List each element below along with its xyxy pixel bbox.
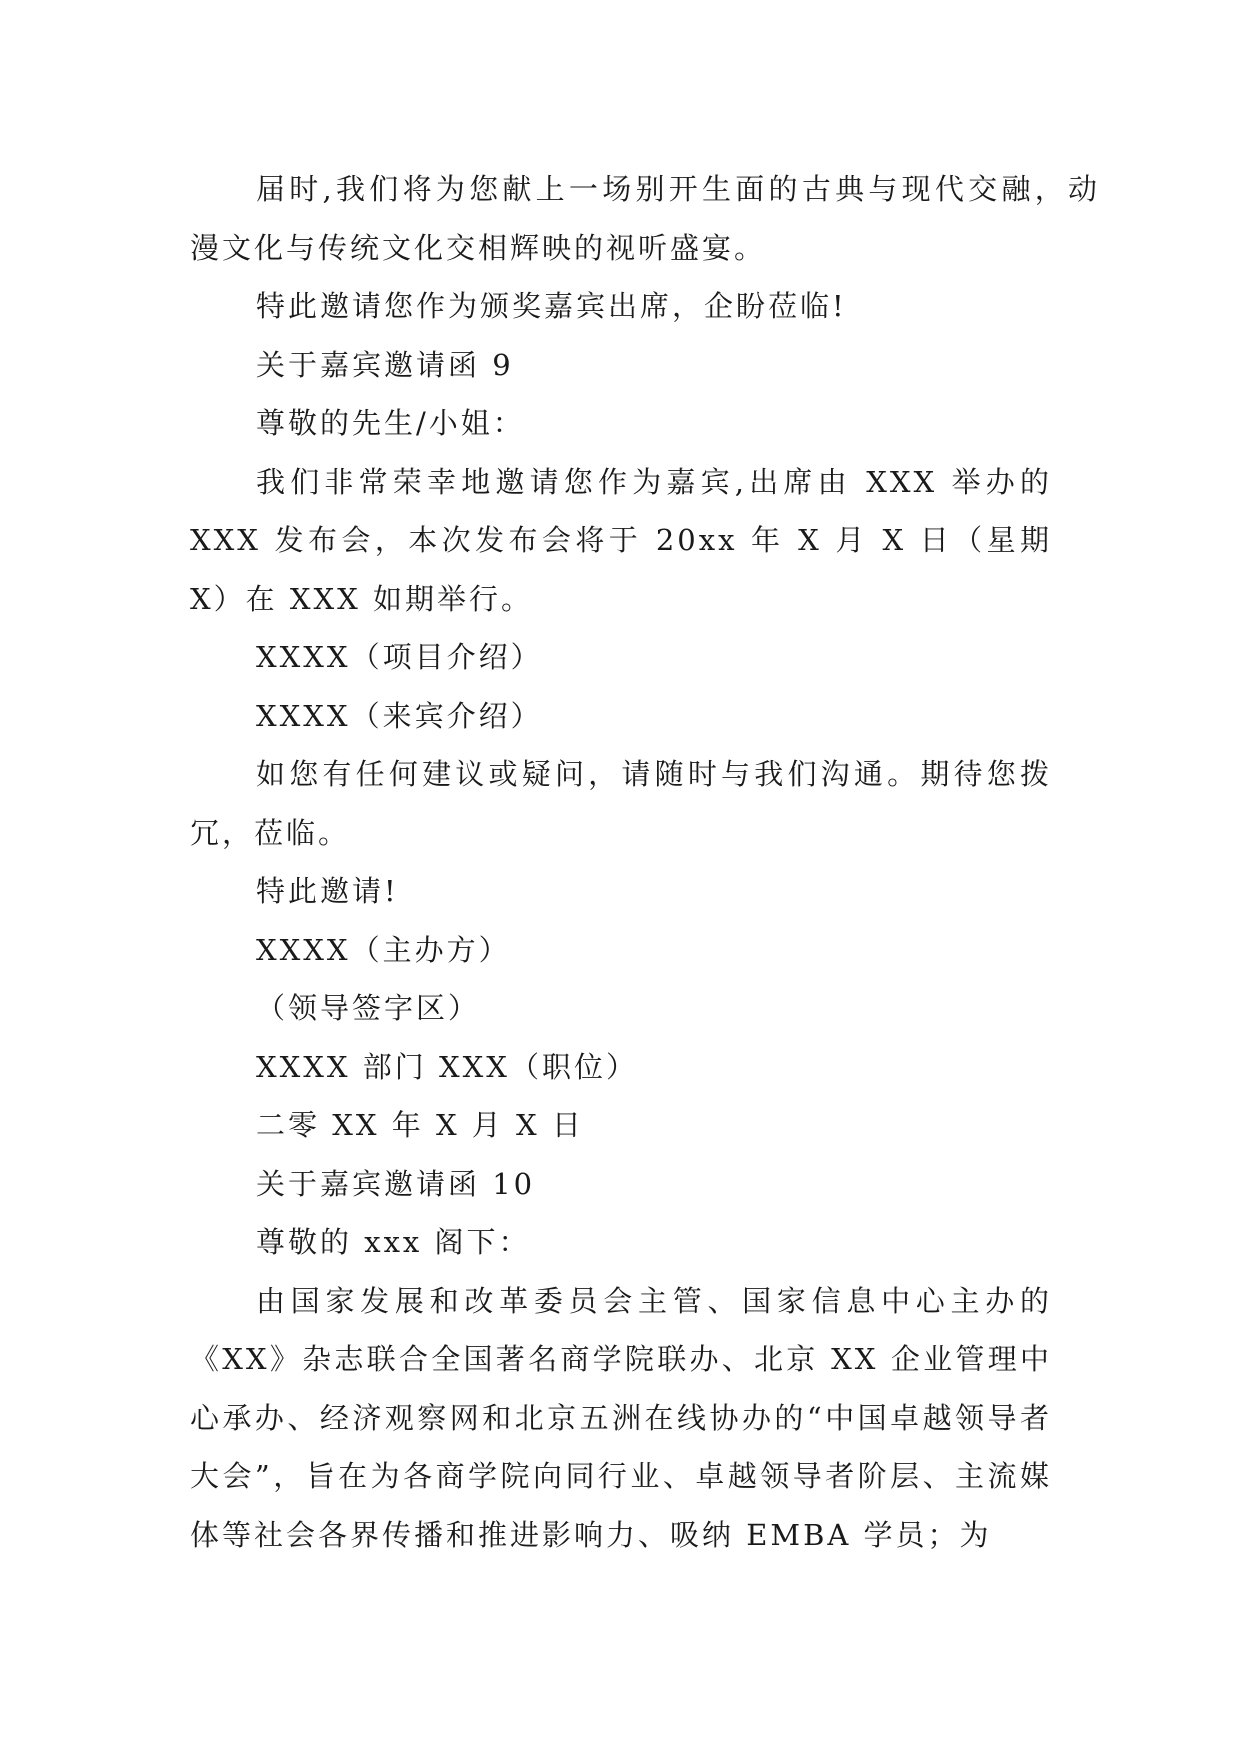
paragraph-department-position: XXXX 部门 XXX（职位） <box>256 1049 638 1084</box>
paragraph-special-invitation: 特此邀请! <box>256 874 399 908</box>
salutation-excellency: 尊敬的 xxx 阁下： <box>256 1225 531 1259</box>
paragraph-date: 二零 XX 年 X 月 X 日 <box>256 1108 584 1142</box>
salutation-sir-madam: 尊敬的先生/小姐： <box>256 406 525 440</box>
paragraph-guest-intro: XXXX（来宾介绍） <box>256 698 543 733</box>
heading-invitation-10: 关于嘉宾邀请函 10 <box>256 1166 536 1201</box>
paragraph-project-intro: XXXX（项目介绍） <box>256 640 543 674</box>
heading-invitation-9: 关于嘉宾邀请函 9 <box>256 347 514 382</box>
paragraph-invite-award-guest: 特此邀请您作为颁奖嘉宾出席，企盼莅临! <box>256 289 847 323</box>
paragraph-launch-event: 我们非常荣幸地邀请您作为嘉宾,出席由 XXX 举办的 XXX 发布会，本次发布会将于 20xx 年 X 月 X 日（星期 X）在 XXX 如期举行。 <box>190 464 1052 616</box>
paragraph-organizer: XXXX（主办方） <box>256 932 511 967</box>
document-body <box>190 160 1100 1564</box>
paragraph-signature-area: （领导签字区） <box>256 991 481 1025</box>
paragraph-contact: 如您有任何建议或疑问，请随时与我们沟通。期待您拨冗，莅临。 <box>190 757 1052 850</box>
paragraph-banquet: 届时,我们将为您献上一场别开生面的古典与现代交融，动漫文化与传统文化交相辉映的视听盛宴。 <box>190 172 1100 265</box>
paragraph-leadership-conference: 由国家发展和改革委员会主管、国家信息中心主办的《XX》杂志联合全国著名商学院联办、北京 XX 企业管理中心承办、经济观察网和北京五洲在线协办的“中国卓越领导者大会”，旨在为各商学院向同行业、卓越领导者阶层、主流媒体等社会各界传播和推进影响力、吸纳 EMBA 学员；为 <box>190 1283 1052 1552</box>
